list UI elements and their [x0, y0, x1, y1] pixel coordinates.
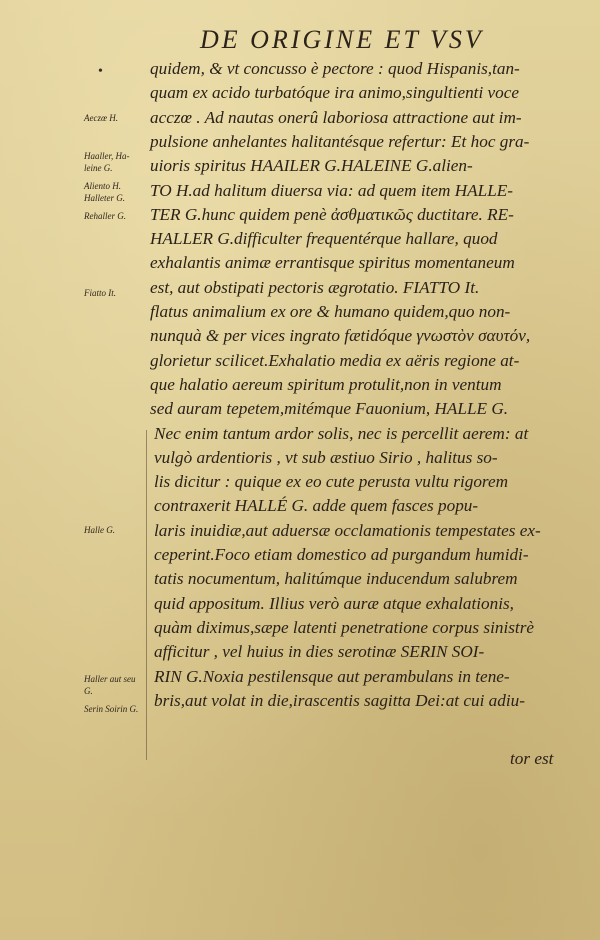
text-line: nunquà & per vices ingrato fætidóque γνωστὸν σαυτόν,: [150, 326, 531, 345]
text-line: HALLER G.difficulter frequentérque hallare, quod: [150, 229, 498, 248]
text-line: TER G.hunc quidem penè ἀσθματικῶς ductitare. RE-: [150, 205, 514, 224]
text-line: sed auram tepetem,mitémque Fauonium, HALLE G.: [150, 399, 509, 418]
margin-note: Fiatto It.: [84, 288, 116, 298]
text-line: glorietur scilicet.Exhalatio media ex aëris regione at-: [150, 351, 520, 370]
text-line: uioris spiritus HAAILER G.HALEINE G.alien-: [150, 156, 473, 175]
margin-note: Halleter G.: [84, 193, 125, 203]
text-line: quid appositum. Illius verò auræ atque exhalationis,: [154, 594, 514, 613]
text-line: lis dicitur : quique ex eo cute perusta vultu rigorem: [154, 472, 509, 491]
text-line: quam ex acido turbatóque ira animo,singultienti voce: [150, 83, 519, 102]
text-line: RIN G.Noxia pestilensque aut perambulans in tene-: [154, 667, 510, 686]
text-line: acczœ . Ad nautas onerû laboriosa attractione aut im-: [150, 108, 522, 127]
text-line: ceperint.Foco etiam domestico ad purgandum humidi-: [154, 545, 529, 564]
ink-mark: •: [98, 64, 103, 79]
margin-note: Aliento H.: [84, 181, 121, 191]
text-line: exhalantis animæ errantisque spiritus momentaneum: [150, 253, 515, 272]
text-line: laris inuidiæ,aut aduersæ occlamationis tempestates ex-: [154, 521, 541, 540]
margin-rule: [146, 430, 147, 760]
text-line: est, aut obstipati pectoris ægrotatio. FIATTO It.: [150, 278, 480, 297]
text-line: pulsione anhelantes halitantésque refertur: Et hoc gra-: [150, 132, 530, 151]
text-line: bris,aut volat in die,irascentis sagitta Dei:at cui adiu-: [154, 691, 525, 710]
text-line: TO H.ad halitum diuersa via: ad quem item HALLE-: [150, 181, 513, 200]
text-line: quidem, & vt concusso è pectore : quod Hispanis,tan-: [150, 59, 520, 78]
margin-note: Aeczœ H.: [84, 113, 118, 123]
running-head: DE ORIGINE ET VSV: [200, 25, 484, 54]
text-line: contraxerit HALLÉ G. adde quem fasces popu-: [154, 496, 479, 515]
text-line: vulgò ardentioris , vt sub æstiuo Sirio , halitus so-: [154, 448, 498, 467]
margin-note: Halle G.: [84, 525, 115, 535]
text-line: Nec enim tantum ardor solis, nec is percellit aerem: at: [154, 424, 529, 443]
text-line: flatus animalium ex ore & humano quidem,quo non-: [150, 302, 511, 321]
margin-note: Haller aut seu G.: [84, 674, 136, 696]
margin-note: Haaller, Ha-leine G.: [84, 151, 130, 173]
text-line: que halatio aereum spiritum protulit,non in ventum: [150, 375, 502, 394]
text-line: tatis nocumentum, halitúmque inducendum salubrem: [154, 569, 518, 588]
text-line: quàm diximus,sæpe latenti penetratione corpus sinistrè: [154, 618, 535, 637]
margin-note: Serin Soirin G.: [84, 704, 139, 714]
catchword-line: tor est: [510, 749, 554, 768]
text-line: afficitur , vel huius in dies serotinæ SERIN SOI-: [154, 642, 485, 661]
margin-note: Rehaller G.: [84, 211, 126, 221]
